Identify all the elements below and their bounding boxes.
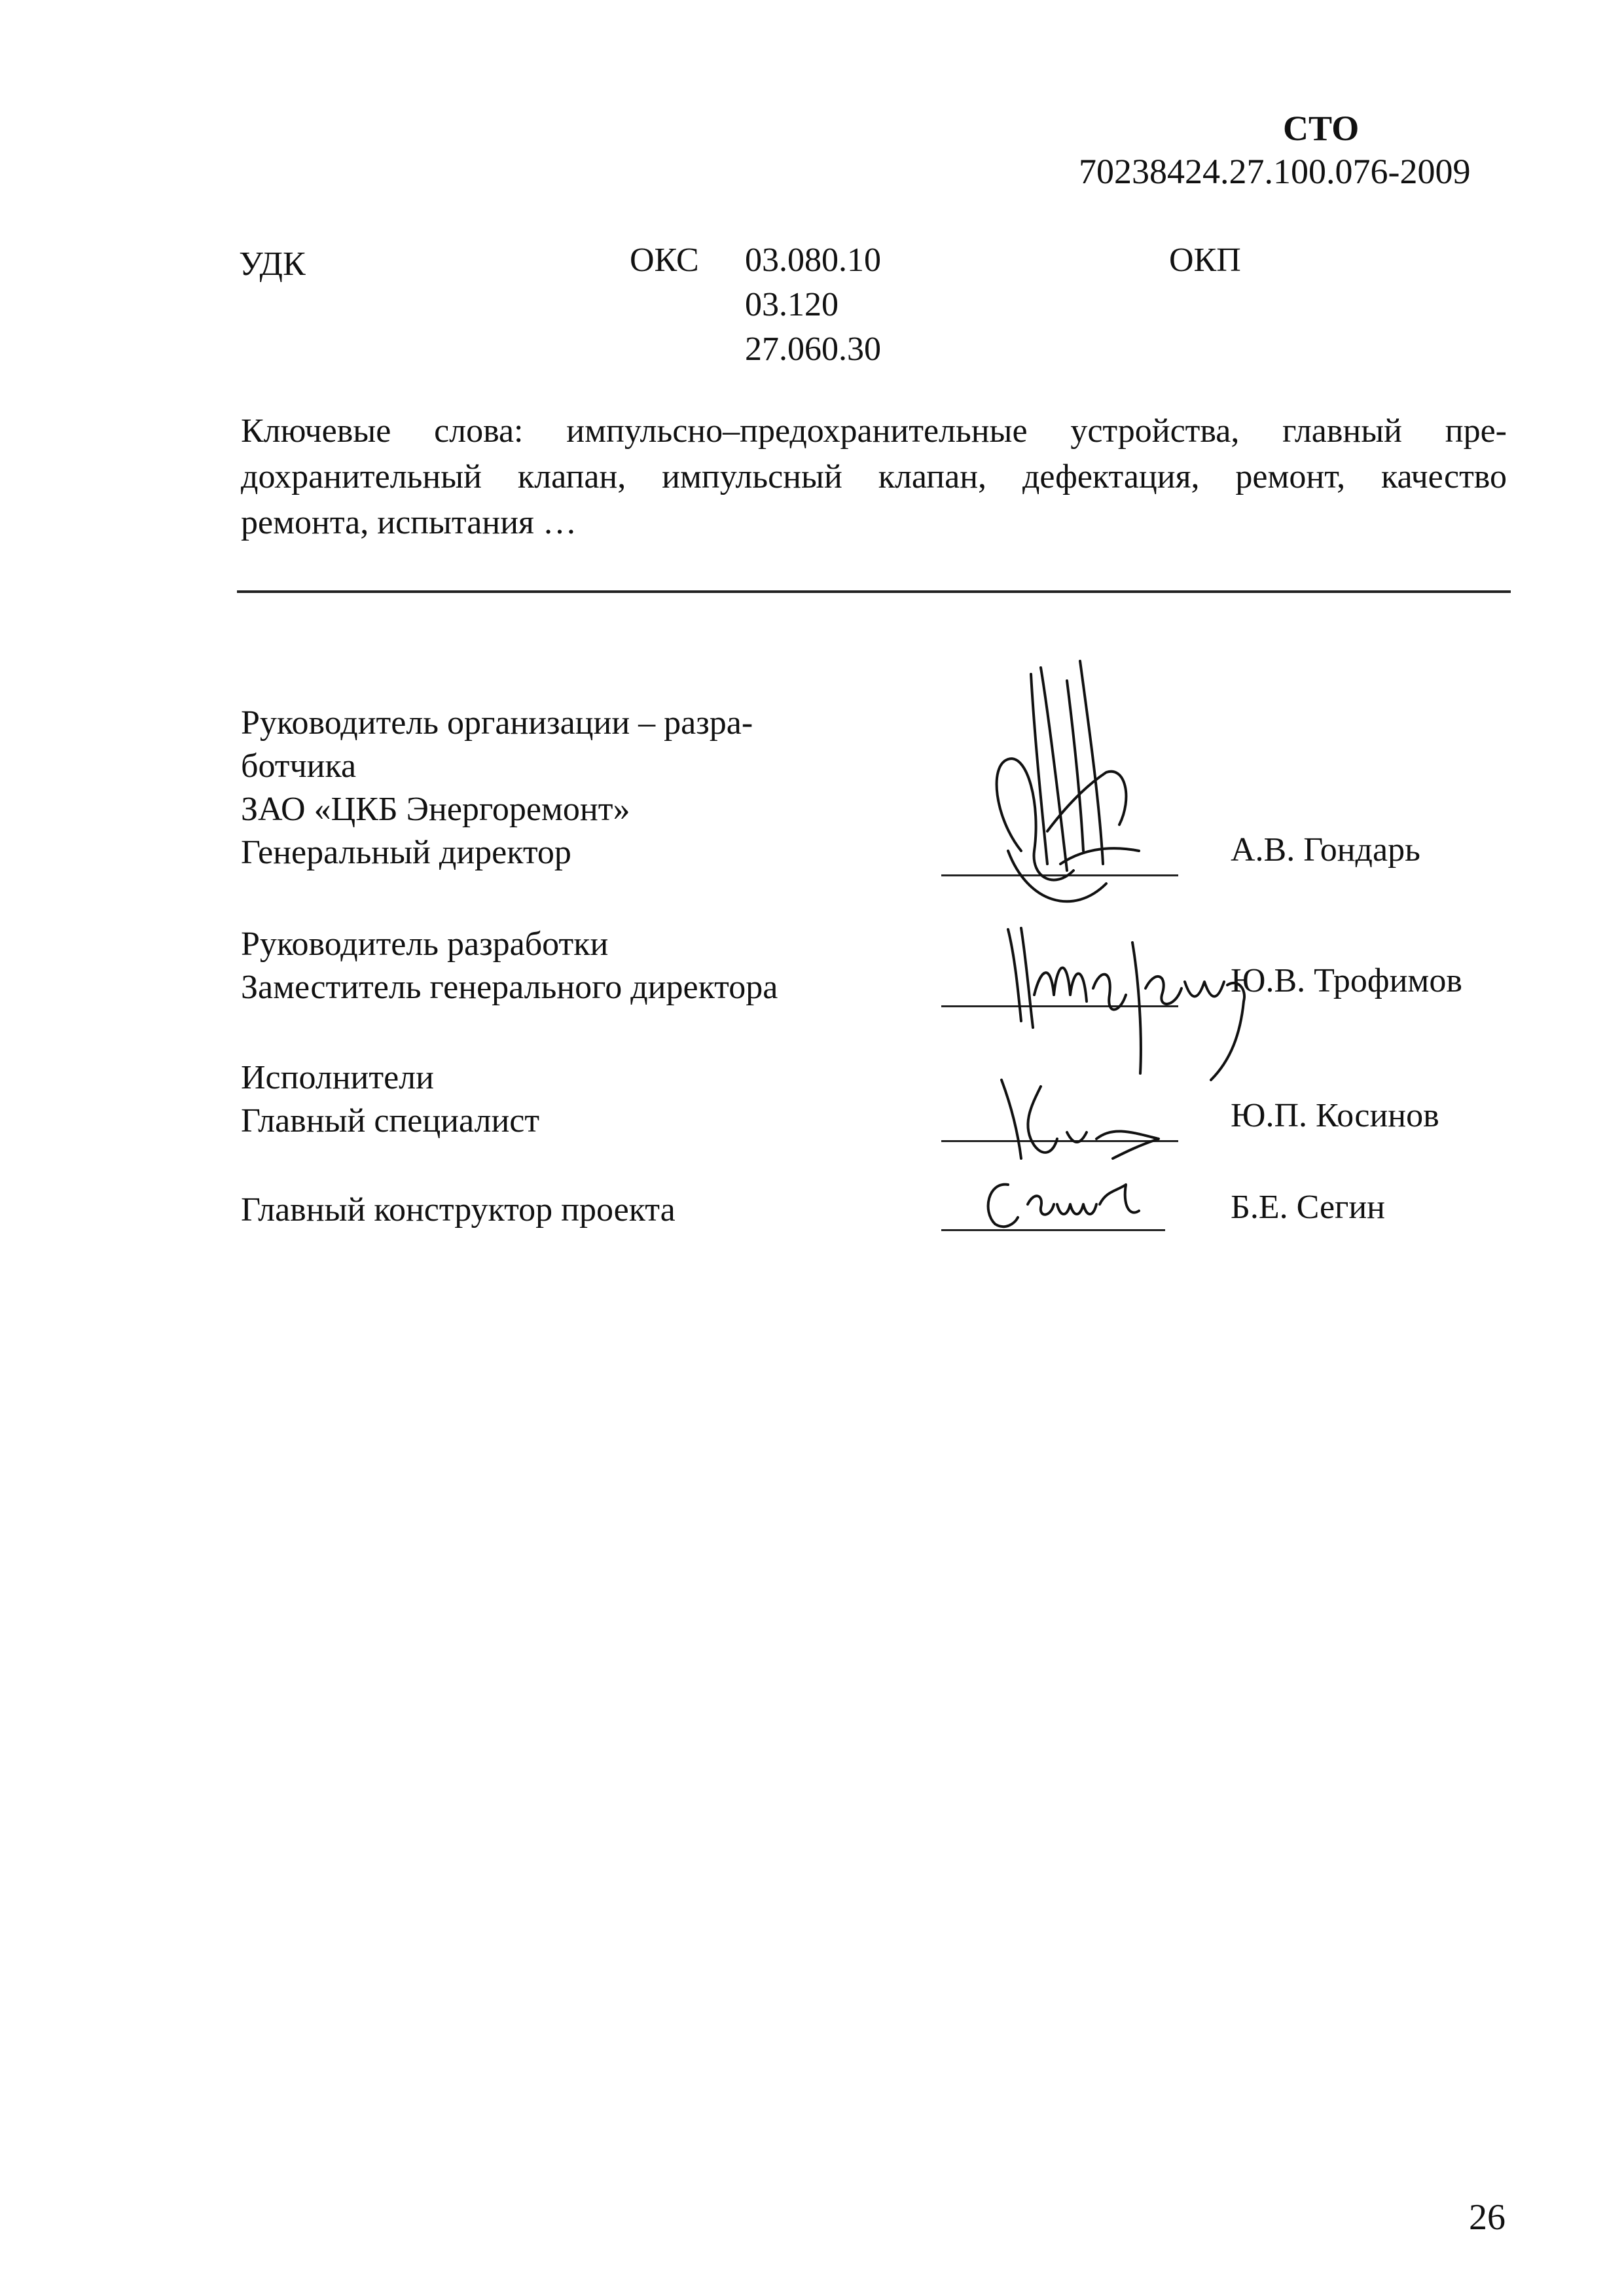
role-line: Главный конструктор проекта <box>241 1191 676 1229</box>
keywords-paragraph <box>241 408 1507 546</box>
signatory-role <box>241 1189 676 1232</box>
oks-code: 03.080.10 <box>745 242 881 279</box>
separator-rule <box>237 590 1511 593</box>
signature-gondar <box>969 655 1165 929</box>
okp-label: ОКП <box>1169 242 1241 279</box>
role-line: ботчика <box>241 747 357 785</box>
keywords-line: ремонта, испытания … <box>241 504 577 541</box>
signatory-role <box>241 702 753 874</box>
oks-code: 27.060.30 <box>745 331 881 368</box>
standard-number: 70238424.27.100.076-2009 <box>1079 152 1471 191</box>
role-line: ЗАО «ЦКБ Энергоремонт» <box>241 791 630 828</box>
oks-code: 03.120 <box>745 286 839 323</box>
oks-codes <box>745 238 881 372</box>
role-line: Руководитель организации – разра- <box>241 704 753 742</box>
role-line: Заместитель генерального директора <box>241 969 778 1006</box>
role-line: Генеральный директор <box>241 834 571 871</box>
keywords-line: Ключевые слова: импульсно–предохранительные устройства, главный пре- <box>241 412 1507 450</box>
page-number: 26 <box>1469 2197 1506 2238</box>
signatory-role <box>241 1056 539 1143</box>
role-line: Исполнители <box>241 1059 434 1096</box>
role-line: Руководитель разработки <box>241 925 609 963</box>
keywords-line: дохранительный клапан, импульсный клапан, дефектация, ремонт, качество <box>241 458 1507 495</box>
signatory-name: Ю.В. Трофимов <box>1231 962 1462 999</box>
signatory-role <box>241 923 778 1009</box>
signatory-name: А.В. Гондарь <box>1231 831 1420 869</box>
udk-label: УДК <box>239 245 306 283</box>
signature-kosinov <box>982 1067 1191 1172</box>
signatory-name: Б.Е. Сегин <box>1231 1189 1386 1226</box>
oks-label: ОКС <box>630 242 699 279</box>
role-line: Главный специалист <box>241 1102 540 1139</box>
signatory-name: Ю.П. Косинов <box>1231 1097 1439 1134</box>
signature-segin <box>969 1165 1165 1237</box>
standard-label: СТО <box>1283 109 1360 148</box>
